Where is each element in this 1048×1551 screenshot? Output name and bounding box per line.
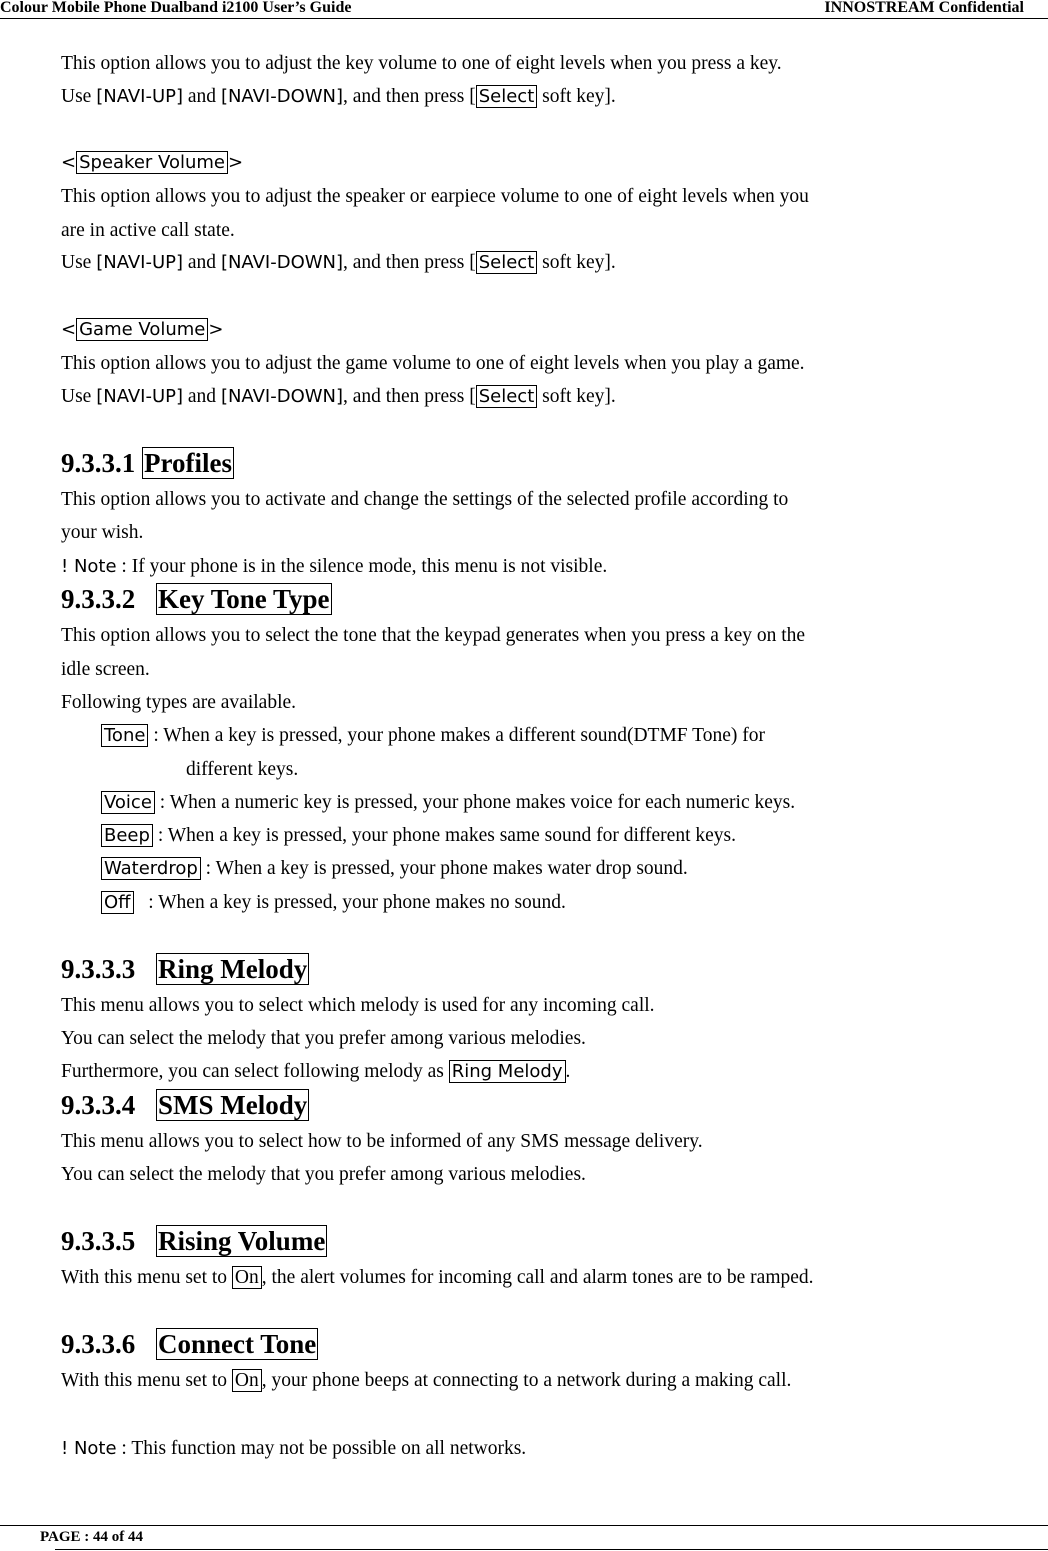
connect-tone-title: Connect Tone (158, 1329, 317, 1359)
ring-melody-text-1: This menu allows you to select which melody is used for any incoming call. (61, 995, 655, 1016)
sms-melody-text-2: You can select the melody that you prefer among various melodies. (61, 1164, 586, 1185)
game-volume-text: This option allows you to adjust the game volume to one of eight levels when you play a game. (61, 353, 805, 374)
connect-tone-text: With this menu set to On , your phone beeps at connecting to a network during a making call. (61, 1370, 792, 1391)
option-term-waterdrop: Waterdrop (101, 857, 201, 880)
key-tone-text-3: Following types are available. (61, 692, 297, 713)
key-volume-instruction: Use [NAVI-UP] and [NAVI-DOWN], and then press [ Select soft key]. (61, 86, 616, 107)
key-volume-text: This option allows you to adjust the key volume to one of eight levels when you press a key. (61, 53, 782, 74)
list-item: Off : When a key is pressed, your phone makes no sound. (101, 891, 566, 915)
section-heading-connect-tone: 9.3.3.6 Connect Tone (61, 1329, 317, 1359)
footer-underline (55, 1549, 1048, 1550)
speaker-volume-title: Speaker Volume (76, 151, 228, 174)
ring-melody-text-2: You can select the melody that you prefer among various melodies. (61, 1028, 586, 1049)
footer-rule (0, 1525, 1048, 1526)
game-volume-instruction: Use [NAVI-UP] and [NAVI-DOWN], and then press [ Select soft key]. (61, 386, 616, 407)
option-term-beep: Beep (101, 824, 153, 847)
list-item: Beep : When a key is pressed, your phone makes same sound for different keys. (101, 824, 736, 848)
speaker-volume-heading: < Speaker Volume > (61, 152, 244, 173)
section-heading-ring-melody: 9.3.3.3 Ring Melody (61, 954, 308, 984)
on-setting-label: On (232, 1369, 262, 1392)
speaker-volume-instruction: Use [NAVI-UP] and [NAVI-DOWN], and then press [ Select soft key]. (61, 252, 616, 273)
page-number: PAGE : 44 of 44 (40, 1529, 144, 1545)
key-tone-text-1: This option allows you to select the tone that the keypad generates when you press a key on the (61, 625, 806, 646)
profiles-text-2: your wish. (61, 522, 144, 543)
key-tone-type-title: Key Tone Type (158, 584, 330, 614)
list-item: Waterdrop : When a key is pressed, your phone makes water drop sound. (101, 857, 688, 881)
list-item-continuation: different keys. (186, 759, 299, 780)
ring-melody-title: Ring Melody (158, 954, 308, 984)
option-term-voice: Voice (101, 791, 155, 814)
sms-melody-title: SMS Melody (158, 1090, 308, 1120)
section-heading-sms-melody: 9.3.3.4 SMS Melody (61, 1090, 308, 1120)
rising-volume-title: Rising Volume (158, 1226, 326, 1256)
header-confidential: INNOSTREAM Confidential (824, 0, 1024, 16)
key-tone-text-2: idle screen. (61, 659, 150, 680)
speaker-volume-text-2: are in active call state. (61, 220, 235, 241)
select-key-label: Select (476, 85, 538, 108)
ring-melody-option: Ring Melody (449, 1060, 566, 1083)
speaker-volume-text-1: This option allows you to adjust the speaker or earpiece volume to one of eight levels when you (61, 186, 809, 207)
note-label: ! Note (61, 556, 117, 577)
list-item: Voice : When a numeric key is pressed, your phone makes voice for each numeric keys. (101, 791, 795, 815)
section-heading-rising-volume: 9.3.3.5 Rising Volume (61, 1226, 326, 1256)
game-volume-title: Game Volume (76, 318, 208, 341)
rising-volume-text: With this menu set to On , the alert volumes for incoming call and alarm tones are to be ramped. (61, 1267, 814, 1288)
select-key-label: Select (476, 251, 538, 274)
option-term-off: Off (101, 891, 134, 914)
on-setting-label: On (232, 1266, 262, 1289)
ring-melody-text-3: Furthermore, you can select following melody as Ring Melody . (61, 1061, 571, 1082)
section-heading-profiles: 9.3.3.1 Profiles (61, 448, 232, 478)
sms-melody-text-1: This menu allows you to select how to be informed of any SMS message delivery. (61, 1131, 703, 1152)
game-volume-heading: < Game Volume > (61, 319, 224, 340)
select-key-label: Select (476, 385, 538, 408)
page-header (0, 0, 1048, 19)
connect-tone-note: ! Note : This function may not be possible on all networks. (61, 1438, 527, 1459)
option-term-tone: Tone (101, 724, 148, 747)
section-heading-key-tone-type: 9.3.3.2 Key Tone Type (61, 584, 330, 614)
list-item: Tone : When a key is pressed, your phone makes a different sound(DTMF Tone) for (101, 724, 765, 748)
header-title: Colour Mobile Phone Dualband i2100 User’s Guide (0, 0, 352, 16)
note-label: ! Note (61, 1438, 117, 1459)
profiles-text-1: This option allows you to activate and change the settings of the selected profile according to (61, 489, 789, 510)
profiles-note: ! Note : If your phone is in the silence mode, this menu is not visible. (61, 556, 608, 577)
profiles-title: Profiles (144, 448, 232, 478)
